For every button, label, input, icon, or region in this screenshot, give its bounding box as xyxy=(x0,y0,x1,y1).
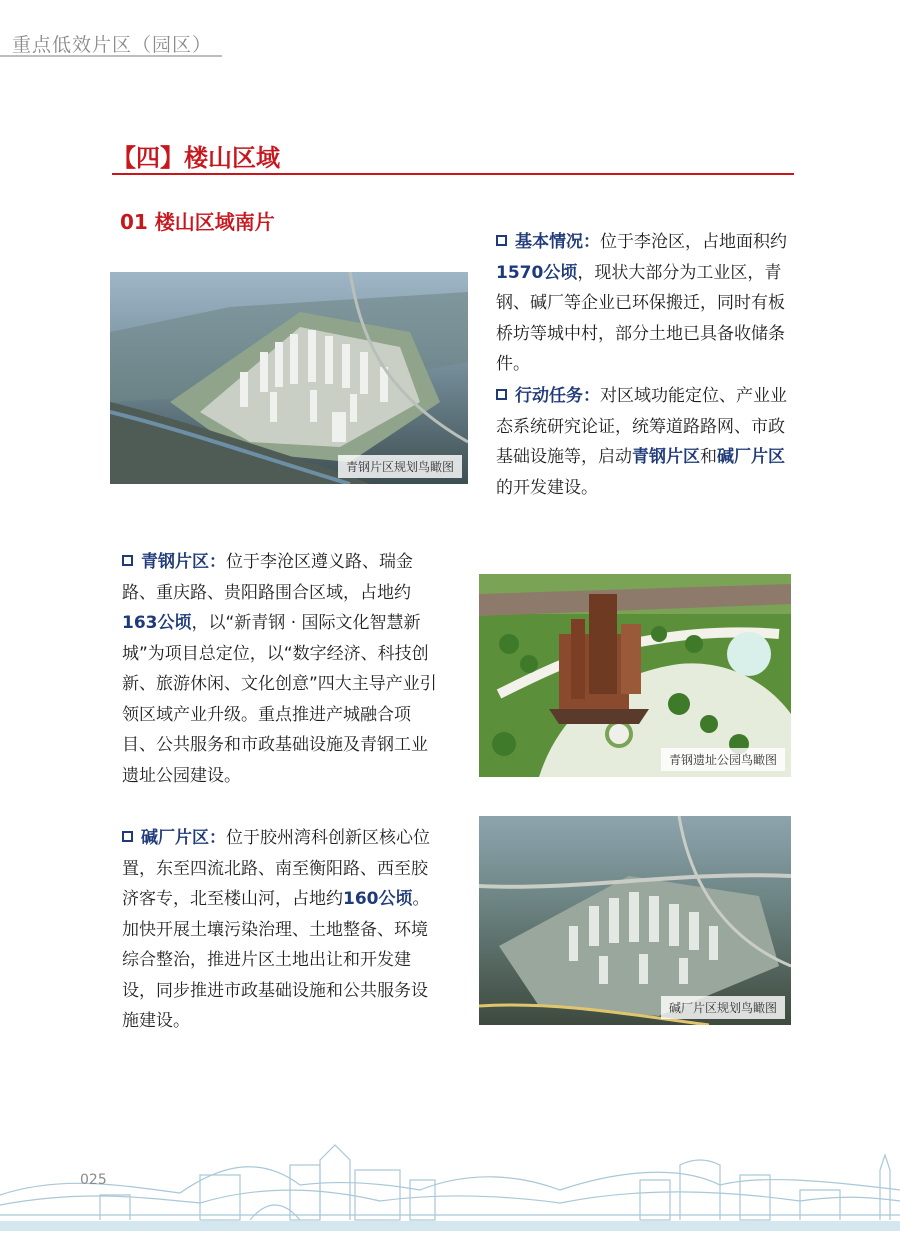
square-bullet-icon xyxy=(122,831,133,842)
basic-info-area: 1570公顷 xyxy=(496,262,578,283)
qinggang-text-1: 位于李沧区遵义路、瑞金路、重庆路、贵阳路围合区域，占地约 xyxy=(122,552,413,603)
basic-info-paragraph xyxy=(496,227,788,380)
jianchang-area: 160公顷 xyxy=(343,889,413,909)
qinggang-area: 163公顷 xyxy=(122,613,192,633)
qinggang-plan-aerial-image xyxy=(110,272,468,484)
qinggang-paragraph xyxy=(122,547,444,791)
action-text-2: 和 xyxy=(700,447,717,467)
basic-info-label: 基本情况： xyxy=(515,232,600,252)
jianchang-text-2: 。加快开展土壤污染治理、土地整备、环境综合整治，推进片区土地出让和开发建设，同步推进市政基础设施和公共服务设施建设。 xyxy=(122,889,430,1031)
qinggang-label: 青钢片区： xyxy=(141,552,226,572)
section-divider xyxy=(112,173,794,175)
action-zone-qinggang: 青钢片区 xyxy=(632,447,700,467)
image-caption: 青钢片区规划鸟瞰图 xyxy=(338,455,462,478)
square-bullet-icon xyxy=(122,555,133,566)
action-text-1: 对区域功能定位、产业业态系统研究论证，统筹道路路网、市政基础设施等，启动 xyxy=(496,386,787,467)
action-paragraph xyxy=(496,381,788,503)
basic-info-text-1: 位于李沧区，占地面积约 xyxy=(600,232,787,252)
square-bullet-icon xyxy=(496,235,507,246)
jianchang-paragraph xyxy=(122,823,444,1037)
basic-info-text-2: ，现状大部分为工业区，青钢、碱厂等企业已环保搬迁，同时有板桥坊等城中村，部分土地已具备收储条件。 xyxy=(496,262,785,374)
footer-skyline-decoration xyxy=(0,1135,900,1231)
action-label: 行动任务： xyxy=(515,386,600,406)
action-zone-jianchang: 碱厂片区 xyxy=(717,447,785,467)
header-label: 重点低效片区（园区） xyxy=(12,34,213,56)
jianchang-label: 碱厂片区： xyxy=(141,828,226,848)
qinggang-text-2: ，以“新青钢 · 国际文化智慧新城”为项目总定位，以“数字经济、科技创新、旅游休闲、文化创意”四大主导产业引领区域产业升级。重点推进产城融合项目、公共服务和市政基础设施及青钢工业遗址公园建设。 xyxy=(122,613,437,786)
section-title: 【四】楼山区域 xyxy=(112,144,280,172)
jianchang-text-1: 位于胶州湾科创新区核心位置，东至四流北路、南至衡阳路、西至胶济客专，北至楼山河，占地约 xyxy=(122,828,430,909)
qinggang-heritage-park-image xyxy=(479,574,791,777)
square-bullet-icon xyxy=(496,389,507,400)
page-number: 025 xyxy=(80,1172,107,1188)
jianchang-plan-aerial-image xyxy=(479,816,791,1025)
image-caption: 碱厂片区规划鸟瞰图 xyxy=(661,996,785,1019)
action-text-3: 的开发建设。 xyxy=(496,477,598,498)
header-divider xyxy=(0,55,222,57)
subsection-title: 01 楼山区域南片 xyxy=(120,210,275,234)
image-caption: 青钢遗址公园鸟瞰图 xyxy=(661,748,785,771)
